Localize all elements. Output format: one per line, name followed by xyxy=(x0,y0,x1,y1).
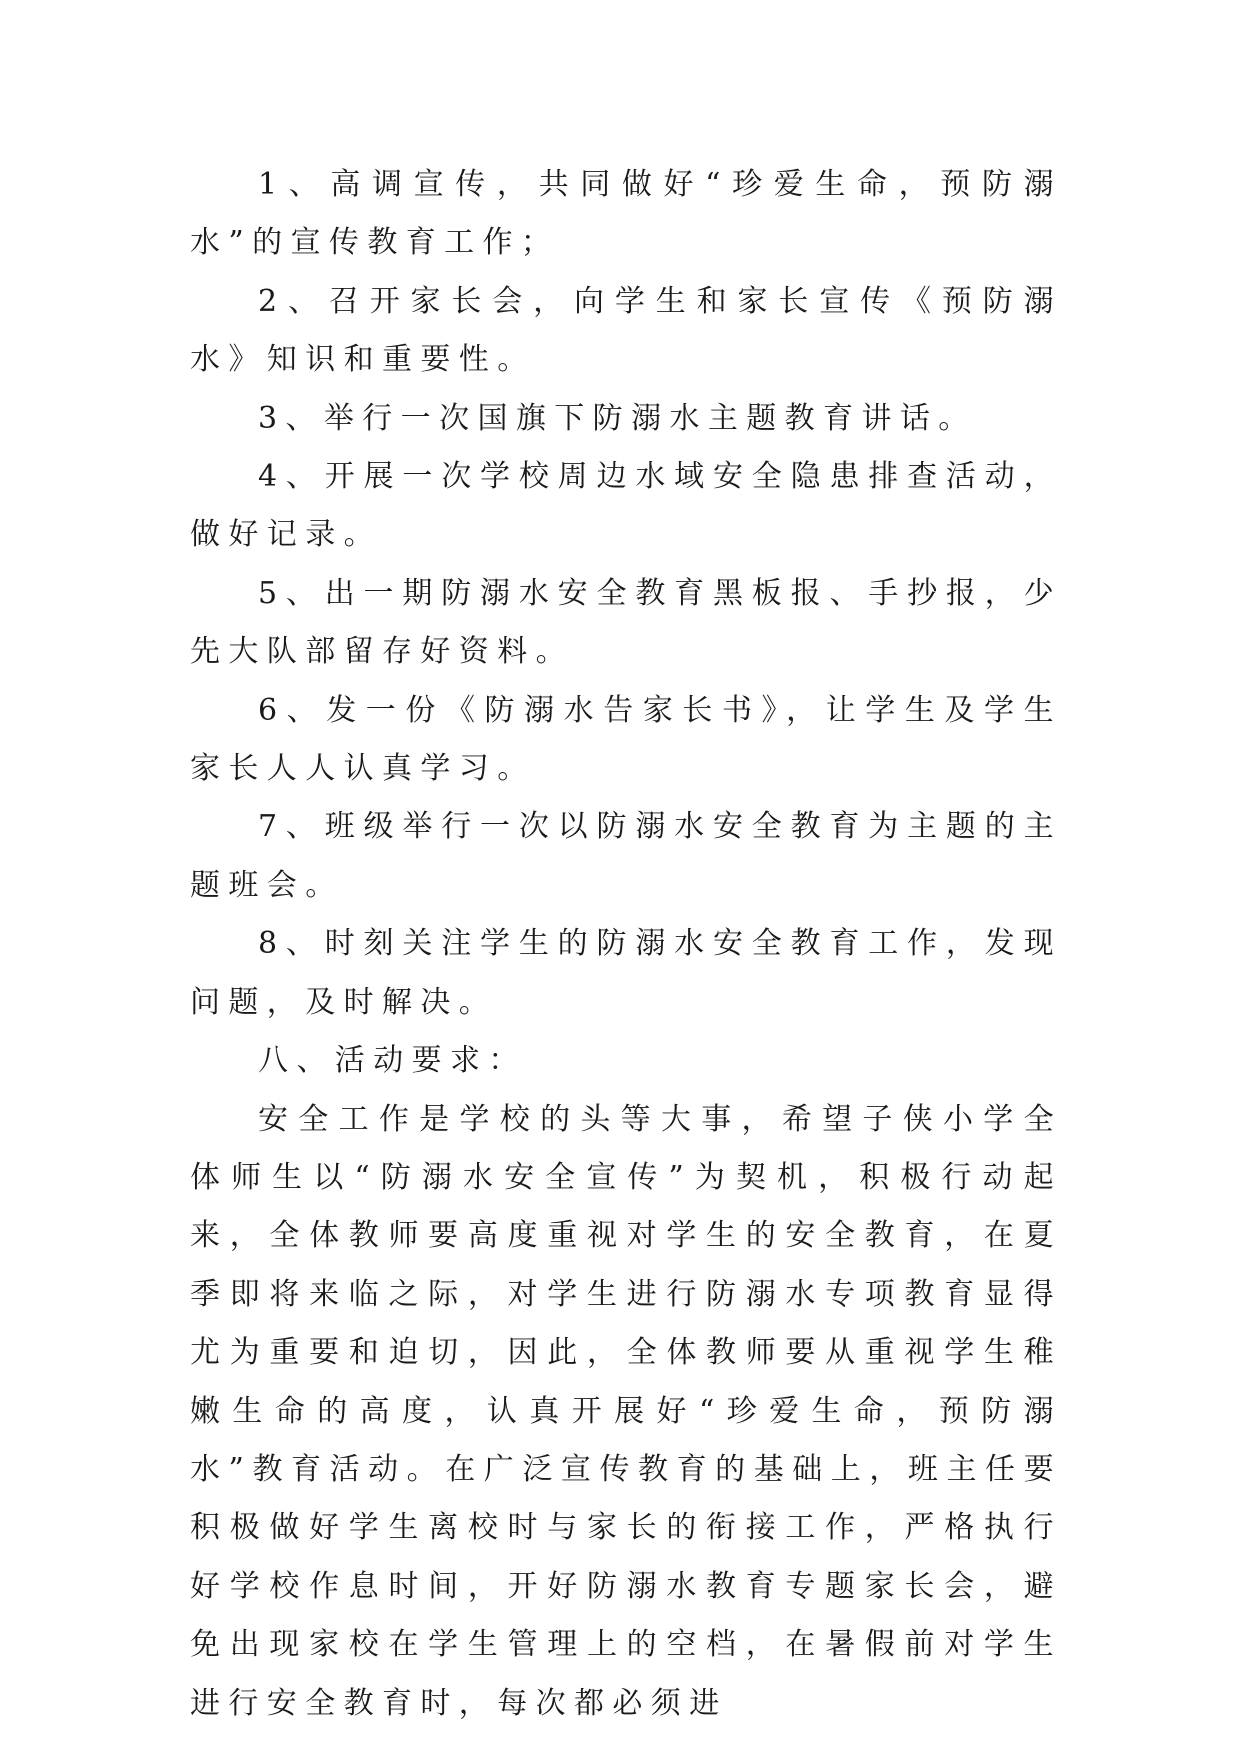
list-item-parent-meeting: 2、召开家长会，向学生和家长宣传《预防溺水》知识和重要性。 xyxy=(190,283,1062,378)
document-body xyxy=(190,156,1062,1733)
list-item-hazard-inspection: 4、开展一次学校周边水域安全隐患排查活动，做好记录。 xyxy=(190,459,1062,553)
list-item-parent-letter: 6、发一份《防溺水告家长书》，让学生及学生家长人人认真学习。 xyxy=(190,692,1062,787)
list-item-class-meeting: 7、班级举行一次以防溺水安全教育为主题的主题班会。 xyxy=(190,809,1062,903)
list-item-attention: 8、时刻关注学生的防溺水安全教育工作，发现问题，及时解决。 xyxy=(190,926,1062,1020)
section-heading-requirements: 八、活动要求： xyxy=(258,1043,527,1079)
list-item-blackboard: 5、出一期防溺水安全教育黑板报、手抄报，少先大队部留存好资料。 xyxy=(190,575,1062,670)
requirements-paragraph: 安全工作是学校的头等大事，希望子侠小学全体师生以“防溺水安全宣传”为契机，积极行动起来，全体教师要高度重视对学生的安全教育，在夏季即将来临之际，对学生进行防溺水专项教育显得尤为重要和迫切，因此，全体教师要从重视学生稚嫩生命的高度，认真开展好“珍爱生命，预防溺水”教育活动。在广泛宣传教育的基础上，班主任要积极做好学生离校时与家长的衔接工作，严格执行好学校作息时间，开好防溺水教育专题家长会，避免出现家校在学生管理上的空档，在暑假前对学生进行安全教育时，每次都必须进 xyxy=(190,1101,1062,1721)
list-item-flag-speech: 3、举行一次国旗下防溺水主题教育讲话。 xyxy=(258,400,977,436)
list-item-publicity: 1、高调宣传，共同做好“珍爱生命，预防溺水”的宣传教育工作； xyxy=(190,167,1062,261)
